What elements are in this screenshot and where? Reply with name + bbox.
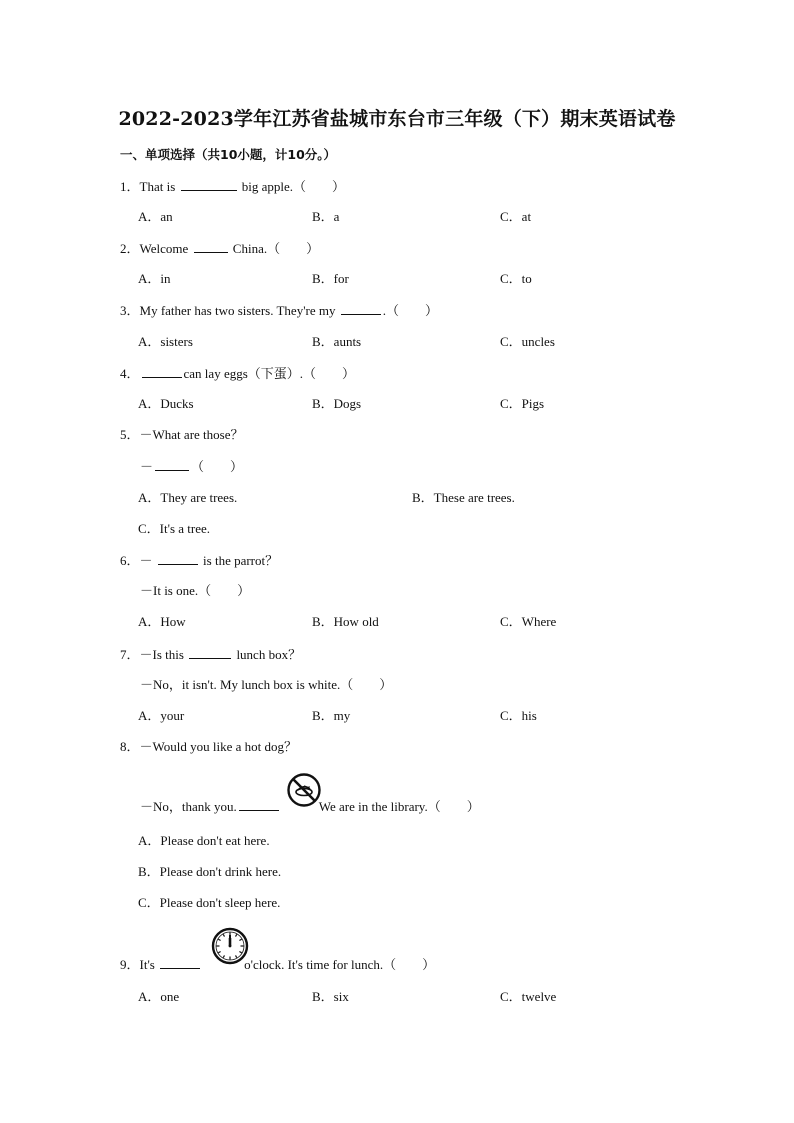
- question-8: 8．－Would you like a hot dog？: [120, 739, 297, 754]
- question-2: 2．Welcome China.（ ）: [120, 241, 320, 256]
- option-b[interactable]: B．These are trees.: [412, 490, 515, 505]
- answer-blank[interactable]: [160, 956, 200, 969]
- answer-blank[interactable]: [239, 798, 279, 811]
- option-b[interactable]: B．aunts: [312, 334, 362, 349]
- answer-blank[interactable]: [158, 552, 198, 565]
- answer-blank[interactable]: [341, 302, 381, 315]
- question-8-reply: －No，thank you. We are in the library.（ ）: [140, 799, 480, 814]
- option-b[interactable]: B．my: [312, 708, 351, 723]
- option-a[interactable]: A．your: [138, 708, 185, 723]
- question-5: 5．－What are those？: [120, 427, 244, 442]
- option-c[interactable]: C．twelve: [500, 989, 557, 1004]
- section-heading: 一、单项选择（共10小题，计10分。）: [120, 147, 337, 162]
- option-b[interactable]: B．six: [312, 989, 349, 1004]
- answer-blank[interactable]: [155, 458, 189, 471]
- option-a[interactable]: A．an: [138, 209, 173, 224]
- option-c[interactable]: C．his: [500, 708, 537, 723]
- question-6-reply: －It is one.（ ）: [140, 583, 251, 598]
- option-c[interactable]: C．It's a tree.: [138, 521, 211, 536]
- answer-blank[interactable]: [189, 646, 231, 659]
- option-c[interactable]: C．to: [500, 271, 532, 286]
- question-6: 6．－ is the parrot？: [120, 553, 279, 568]
- question-4: 4． can lay eggs（下蛋）.（ ）: [120, 366, 356, 381]
- answer-blank[interactable]: [194, 240, 228, 253]
- option-c[interactable]: C．uncles: [500, 334, 555, 349]
- option-c[interactable]: C．at: [500, 209, 532, 224]
- question-9: 9．It's o'clock. It's time for lunch.（ ）: [120, 957, 436, 972]
- option-b[interactable]: B．How old: [312, 614, 379, 629]
- option-b[interactable]: B．for: [312, 271, 349, 286]
- option-a[interactable]: A．Ducks: [138, 396, 194, 411]
- question-7: 7．－Is this lunch box？: [120, 647, 302, 662]
- clock-twelve-icon: [211, 927, 249, 965]
- option-a[interactable]: A．one: [138, 989, 180, 1004]
- question-3: 3．My father has two sisters. They're my .（ ）: [120, 303, 439, 318]
- option-b[interactable]: B．Dogs: [312, 396, 362, 411]
- question-5-reply: － （ ）: [140, 459, 244, 474]
- no-eating-sign-icon: [286, 772, 322, 808]
- option-b[interactable]: B．Please don't drink here.: [138, 864, 282, 879]
- answer-blank[interactable]: [181, 178, 237, 191]
- option-a[interactable]: A．They are trees.: [138, 490, 238, 505]
- option-c[interactable]: C．Where: [500, 614, 557, 629]
- question-1: 1．That is big apple.（ ）: [120, 179, 346, 194]
- option-a[interactable]: A．in: [138, 271, 171, 286]
- question-7-reply: －No，it isn't. My lunch box is white.（ ）: [140, 677, 393, 692]
- option-b[interactable]: B．a: [312, 209, 340, 224]
- option-a[interactable]: A．How: [138, 614, 186, 629]
- option-a[interactable]: A．Please don't eat here.: [138, 833, 270, 848]
- page-title: 2022-2023学年江苏省盐城市东台市三年级（下）期末英语试卷: [118, 108, 676, 130]
- option-c[interactable]: C．Please don't sleep here.: [138, 895, 281, 910]
- option-c[interactable]: C．Pigs: [500, 396, 545, 411]
- answer-blank[interactable]: [142, 365, 182, 378]
- option-a[interactable]: A．sisters: [138, 334, 193, 349]
